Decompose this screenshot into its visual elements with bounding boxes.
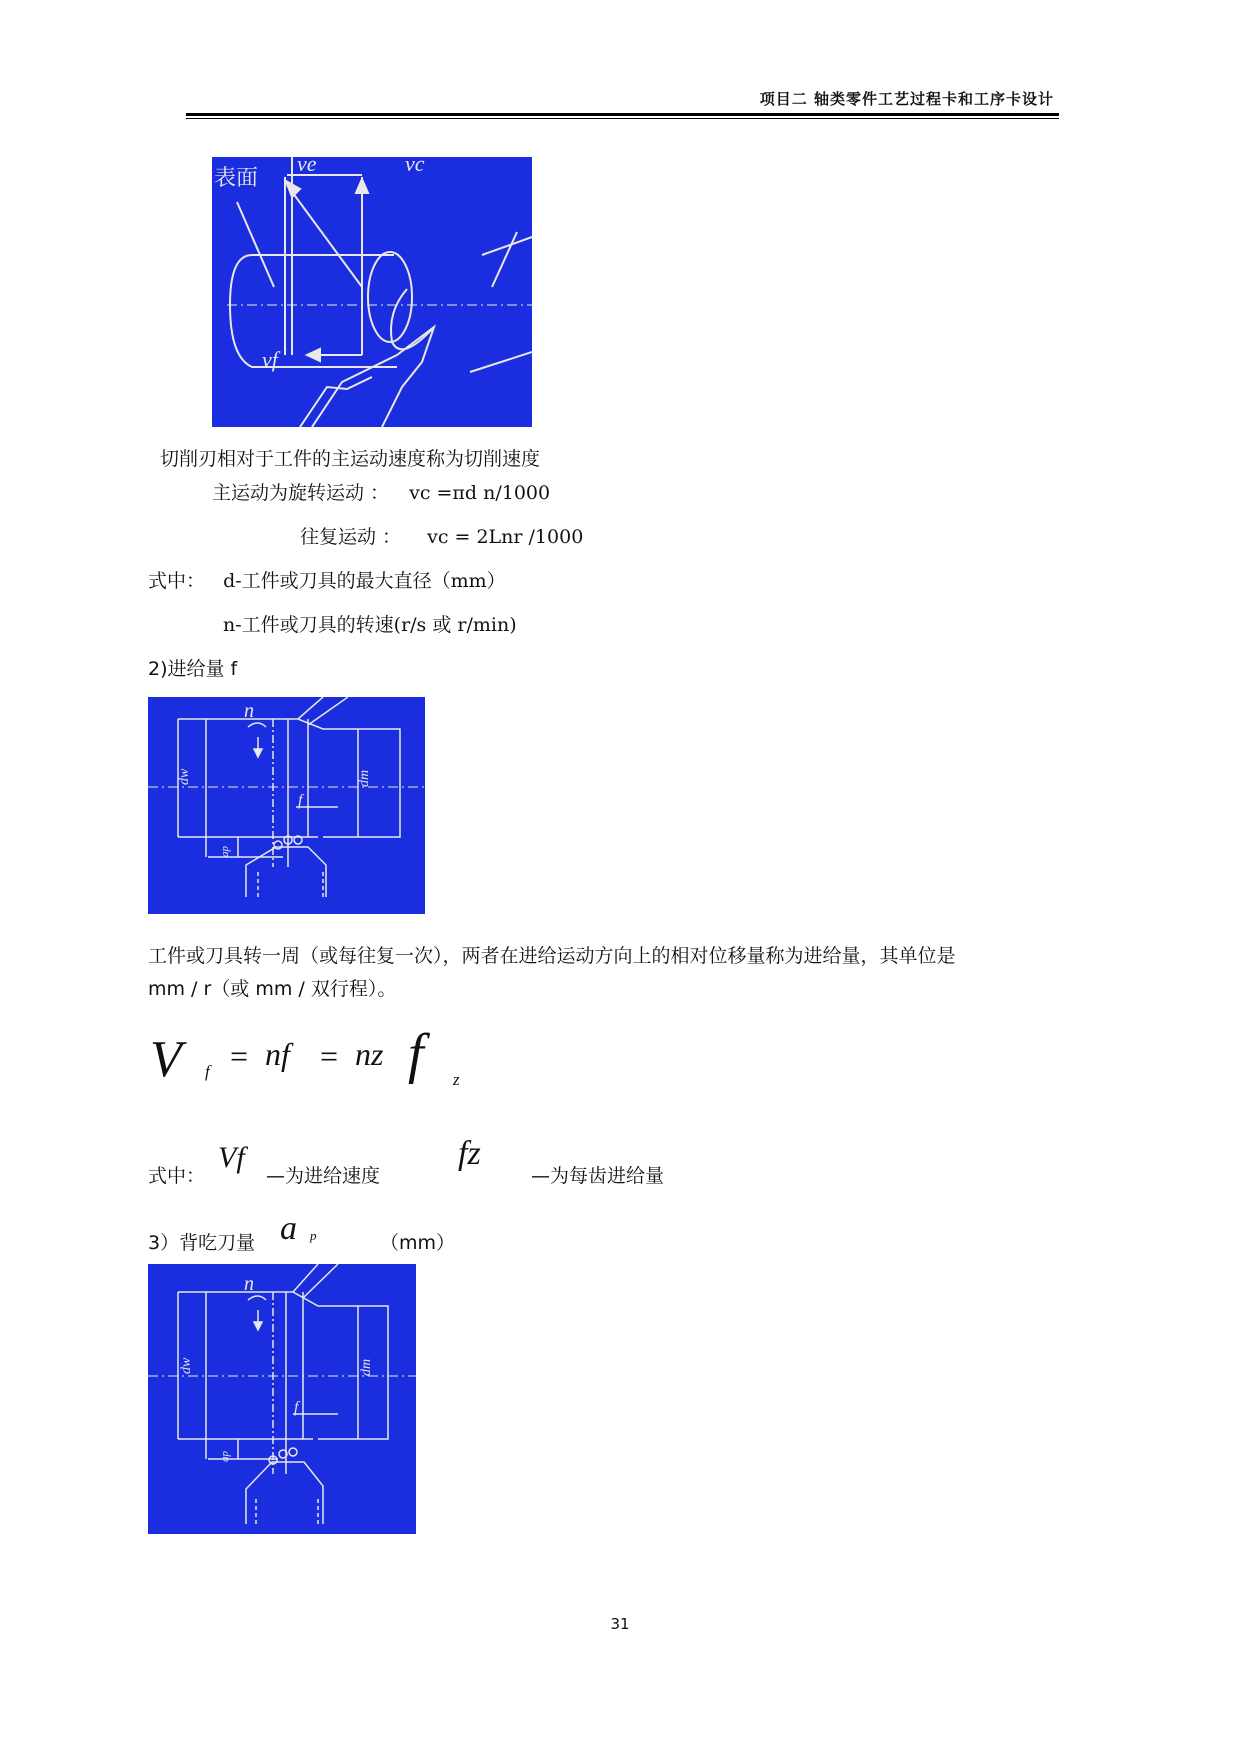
- reciprocating-formula: vc = 2Lnr /1000: [427, 526, 584, 548]
- formula-eq2: =: [320, 1038, 339, 1074]
- rotary-formula: vc =πd n/1000: [409, 482, 551, 504]
- feed-figure: [148, 697, 425, 914]
- ve-label: ve: [297, 157, 317, 176]
- header-rule-thin: [186, 118, 1059, 119]
- page-number: 31: [610, 1615, 630, 1633]
- vf-symbol: Vf: [218, 1141, 245, 1174]
- surface-label: 表面: [214, 166, 259, 191]
- feed-where-label: 式中：: [148, 1165, 206, 1187]
- ap-label-fig2: ap: [219, 846, 231, 857]
- n-label-fig2: n: [244, 700, 254, 722]
- formula-sub-f: f: [205, 1062, 210, 1081]
- feed-definition-line1: 工件或刀具转一周（或每往复一次），两者在进给运动方向上的相对位移量称为进给量，其单位是: [148, 945, 956, 967]
- ap-symbol: a: [280, 1210, 297, 1247]
- where-n-line: n-工件或刀具的转速(r/s 或 r/min): [223, 614, 517, 636]
- fz-symbol: fz: [458, 1135, 481, 1172]
- fz-description: —为每齿进给量: [531, 1165, 665, 1187]
- ap-label-fig3: ap: [219, 1451, 231, 1462]
- feed-heading: 2)进给量 f: [148, 658, 238, 680]
- feed-formula: [150, 1023, 490, 1100]
- n-label-fig3: n: [244, 1273, 254, 1295]
- page-header-title: 项目二 轴类零件工艺过程卡和工序卡设计: [759, 90, 1054, 108]
- dm-label-fig3: dm: [359, 1358, 374, 1376]
- vf-label: vf: [262, 347, 278, 372]
- where-d-line: [148, 566, 506, 593]
- formula-V: V: [150, 1031, 182, 1088]
- dm-label-fig2: dm: [357, 769, 372, 787]
- rotary-motion-line: [212, 478, 550, 505]
- feed-where-line: [148, 1135, 708, 1195]
- dw-label-fig2: dw: [177, 768, 192, 785]
- vc-label: vc: [405, 157, 425, 176]
- feed-definition-line2: mm / r（或 mm / 双行程）。: [148, 978, 397, 1000]
- depth-of-cut-heading: [148, 1210, 568, 1270]
- f-label-fig3: f: [294, 1399, 299, 1416]
- depth-unit: （mm）: [380, 1232, 456, 1254]
- f-label-fig2: f: [298, 792, 303, 809]
- dw-label-fig3: dw: [179, 1357, 194, 1374]
- vf-description: —为进给速度: [266, 1165, 381, 1187]
- cutting-speed-definition: 切削刃相对于工件的主运动速度称为切削速度: [160, 448, 541, 470]
- ap-subscript: p: [310, 1228, 317, 1243]
- formula-eq1: =: [230, 1038, 249, 1074]
- formula-nz: nz: [355, 1036, 384, 1072]
- depth-of-cut-figure: [148, 1264, 416, 1534]
- formula-f: f: [408, 1023, 424, 1085]
- where-d-text: d-工件或刀具的最大直径（mm）: [223, 570, 506, 592]
- header-rule-thick: [186, 113, 1059, 116]
- formula-nf: nf: [265, 1036, 290, 1072]
- cutting-speed-figure: [212, 157, 532, 427]
- depth-heading-prefix: 3）背吃刀量: [148, 1232, 256, 1254]
- reciprocating-prefix: 往复运动 ：: [300, 526, 402, 548]
- where-label: 式中：: [148, 570, 206, 592]
- reciprocating-motion-line: [300, 522, 583, 549]
- rotary-prefix: 主运动为旋转运动 ：: [212, 482, 390, 504]
- formula-sub-z: z: [453, 1070, 460, 1089]
